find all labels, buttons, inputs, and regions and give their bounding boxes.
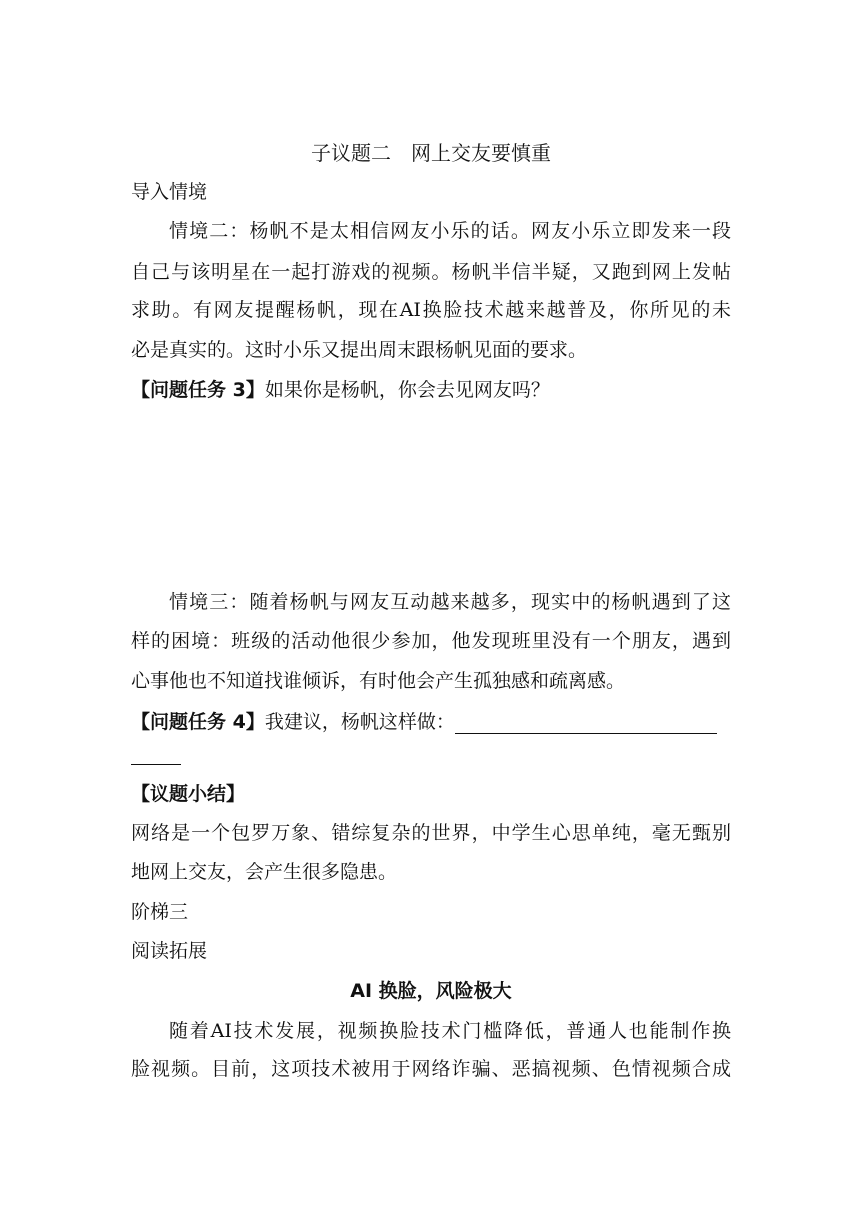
article-line-1	[131, 1019, 731, 1043]
summary-heading: 【议题小结】	[131, 783, 246, 805]
scenario2-line-4: 必是真实的。这时小乐又提出周末跟杨帆见面的要求。	[131, 339, 588, 361]
answer-blank[interactable]	[455, 713, 717, 734]
article-title: AI 换脸，风险极大	[350, 980, 512, 1002]
summary-line-2: 地网上交友，会产生很多隐患。	[131, 861, 398, 883]
scenario3-line-3: 心事他也不知道找谁倾诉，有时他会产生孤独感和疏离感。	[131, 670, 626, 692]
page-title: 子议题二 网上交友要慎重	[311, 141, 551, 165]
reading-heading: 阅读拓展	[131, 940, 208, 962]
scenario2-line-2: 自己与该明星在一起打游戏的视频。杨帆半信半疑，又跑到网上发帖	[131, 261, 731, 283]
task4-line	[131, 710, 731, 734]
task4-text: 我建议，杨帆这样做：	[264, 711, 455, 733]
scenario3-line-1	[131, 590, 731, 614]
scenario3-text-1: 情境三：随着杨帆与网友互动越来越多，现实中的杨帆遇到了这	[169, 591, 731, 613]
article-text-1: 随着AI技术发展，视频换脸技术门槛降低，普通人也能制作换	[169, 1020, 731, 1042]
task3-line	[131, 378, 731, 402]
scenario2-line-1	[131, 219, 731, 243]
task4-tag: 【问题任务 4】	[131, 711, 265, 733]
summary-line-1: 网络是一个包罗万象、错综复杂的世界，中学生心思单纯，毫无甄别	[131, 822, 731, 844]
answer-blank-continuation[interactable]	[131, 764, 181, 765]
section-heading-intro: 导入情境	[131, 181, 208, 203]
article-line-2: 脸视频。目前，这项技术被用于网络诈骗、恶搞视频、色情视频合成	[131, 1058, 731, 1080]
task3-tag: 【问题任务 3】	[131, 379, 265, 401]
scenario2-text-1: 情境二：杨帆不是太相信网友小乐的话。网友小乐立即发来一段	[169, 220, 731, 242]
ladder-heading: 阶梯三	[131, 901, 189, 923]
scenario2-line-3: 求助。有网友提醒杨帆，现在AI换脸技术越来越普及，你所见的未	[131, 299, 731, 321]
task3-text: 如果你是杨帆，你会去见网友吗？	[264, 379, 550, 401]
scenario3-line-2: 样的困境：班级的活动他很少参加，他发现班里没有一个朋友，遇到	[131, 630, 731, 652]
